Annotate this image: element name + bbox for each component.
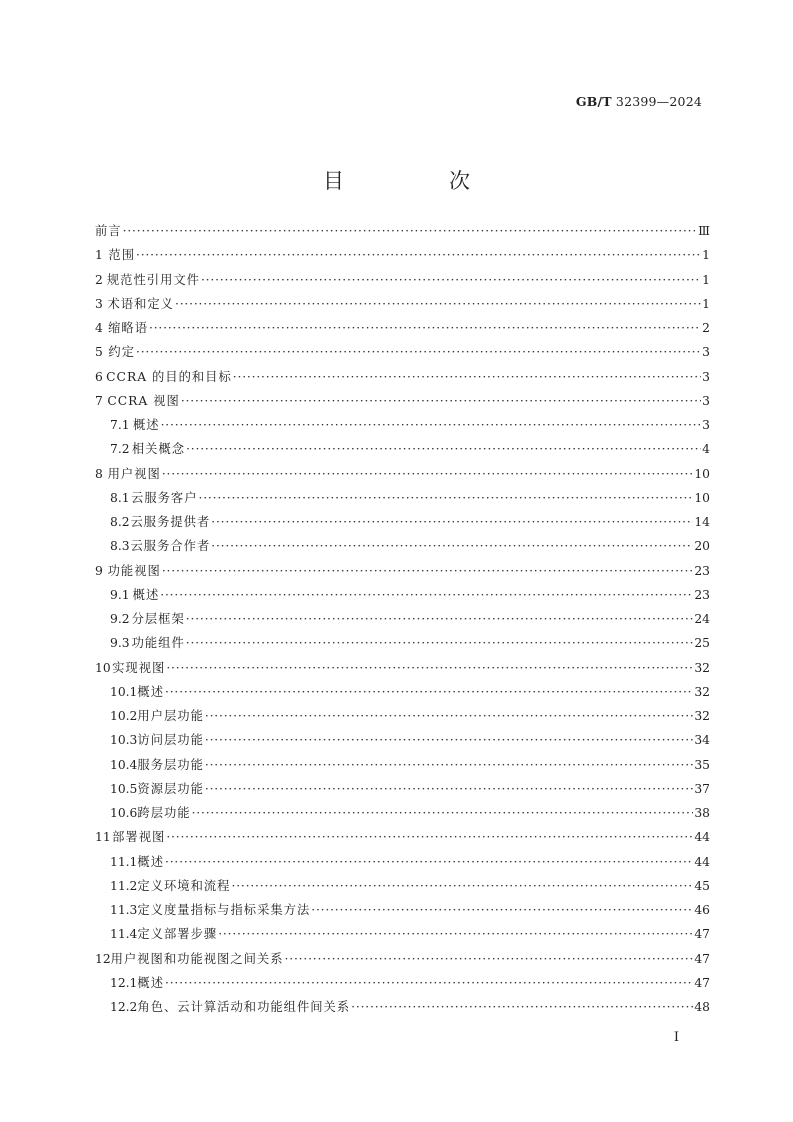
toc-entry[interactable] bbox=[95, 656, 710, 680]
toc-entry[interactable] bbox=[95, 874, 710, 898]
toc-dot-leader bbox=[285, 947, 694, 971]
toc-entry-number: 10 bbox=[95, 660, 111, 675]
toc-entry[interactable] bbox=[95, 559, 710, 583]
toc-entry-label: 功能组件 bbox=[131, 636, 185, 651]
toc-entry-page: 4 bbox=[702, 442, 710, 457]
toc-entry-number: 7.2 bbox=[110, 442, 130, 457]
toc-dot-leader bbox=[205, 777, 693, 801]
toc-entry-number: 12 bbox=[95, 951, 111, 966]
toc-entry-page: 3 bbox=[702, 418, 710, 432]
toc-entry-label: 云服务提供者 bbox=[130, 515, 211, 529]
toc-entry-label: 部署视图 bbox=[112, 830, 166, 845]
toc-entry-label: 跨层功能 bbox=[137, 806, 191, 820]
toc-dot-leader bbox=[166, 656, 693, 680]
toc-entry-page: 47 bbox=[694, 975, 710, 990]
toc-entry-number: 10.4 bbox=[110, 757, 138, 772]
toc-entry-page: 2 bbox=[702, 321, 710, 335]
toc-dot-leader bbox=[186, 437, 701, 461]
toc-entry[interactable] bbox=[95, 801, 710, 825]
toc-entry-label: 角色、云计算活动和功能组件间关系 bbox=[137, 1000, 351, 1014]
toc-entry-page: 14 bbox=[694, 515, 710, 529]
toc-dot-leader bbox=[162, 559, 694, 583]
toc-entry-page: 46 bbox=[694, 903, 710, 917]
toc-entry[interactable] bbox=[95, 631, 710, 655]
toc-dot-leader bbox=[165, 850, 693, 874]
toc-dot-leader bbox=[205, 753, 693, 777]
toc-entry-number: 7.1 bbox=[110, 418, 130, 432]
toc-dot-leader bbox=[205, 728, 693, 752]
toc-dot-leader bbox=[231, 874, 693, 898]
toc-entry[interactable] bbox=[95, 850, 710, 874]
toc-entry-page: Ⅲ bbox=[698, 224, 710, 238]
toc-dot-leader bbox=[311, 898, 693, 922]
toc-entry-label: 定义度量指标与指标采集方法 bbox=[137, 903, 311, 917]
toc-dot-leader bbox=[211, 510, 693, 534]
toc-entry[interactable] bbox=[95, 510, 710, 534]
toc-entry-number: 12.1 bbox=[110, 975, 138, 990]
toc-entry-label: 范围 bbox=[108, 248, 136, 263]
toc-entry-number: 2 bbox=[95, 272, 103, 287]
standard-number bbox=[576, 94, 702, 109]
toc-dot-leader bbox=[165, 971, 693, 995]
toc-entry-page: 38 bbox=[694, 806, 710, 820]
toc-dot-leader bbox=[149, 316, 701, 340]
toc-entry-page: 1 bbox=[702, 296, 710, 311]
toc-entry-page: 47 bbox=[694, 951, 710, 966]
toc-entry-page: 10 bbox=[694, 466, 710, 481]
toc-entry-page: 1 bbox=[702, 248, 710, 263]
toc-entry[interactable] bbox=[95, 292, 710, 316]
toc-entry-label: 定义环境和流程 bbox=[137, 878, 231, 893]
toc-entry-label: 资源层功能 bbox=[137, 781, 204, 796]
toc-entry-page: 3 bbox=[702, 345, 710, 360]
toc-entry-page: 23 bbox=[694, 587, 710, 602]
toc-entry-page: 48 bbox=[694, 1000, 710, 1014]
toc-entry-number: 7 bbox=[95, 393, 103, 408]
standard-code-number: 32399—2024 bbox=[615, 94, 702, 109]
toc-entry-page: 3 bbox=[702, 393, 710, 408]
toc-entry[interactable] bbox=[95, 365, 710, 389]
toc-dot-leader bbox=[166, 825, 693, 849]
toc-dot-leader bbox=[136, 243, 701, 267]
toc-entry-number: 11 bbox=[95, 830, 111, 845]
toc-entry-page: 24 bbox=[694, 612, 710, 626]
toc-entry-page: 3 bbox=[702, 369, 710, 384]
toc-entry[interactable] bbox=[95, 268, 710, 292]
toc-entry-number: 12.2 bbox=[110, 1000, 138, 1014]
toc-entry-label: 概述 bbox=[137, 975, 164, 990]
toc-dot-leader bbox=[199, 486, 694, 510]
toc-entry[interactable] bbox=[95, 680, 710, 704]
toc-entry-label: 访问层功能 bbox=[137, 733, 204, 748]
toc-dot-leader bbox=[186, 631, 694, 655]
toc-dot-leader bbox=[136, 340, 701, 364]
toc-entry-label: 云服务客户 bbox=[131, 490, 198, 505]
toc-dot-leader bbox=[181, 389, 701, 413]
toc-entry-page: 25 bbox=[694, 636, 710, 651]
toc-entry-label: 约定 bbox=[108, 345, 136, 360]
toc-entry-page: 32 bbox=[694, 684, 710, 699]
toc-entry-number: 3 bbox=[95, 296, 103, 311]
toc-entry[interactable] bbox=[95, 486, 710, 510]
toc-dot-leader bbox=[162, 462, 694, 486]
standard-code-prefix: GB/T bbox=[575, 94, 612, 109]
toc-entry-label: 概述 bbox=[137, 854, 164, 869]
toc-entry-page: 10 bbox=[694, 490, 710, 505]
toc-entry[interactable] bbox=[95, 704, 710, 728]
toc-entry[interactable] bbox=[95, 389, 710, 413]
toc-entry-page: 35 bbox=[694, 757, 710, 772]
toc-entry-label: 概述 bbox=[132, 587, 160, 602]
toc-entry-number: 10.6 bbox=[110, 806, 138, 820]
toc-entry-label: 用户视图和功能视图之间关系 bbox=[110, 951, 284, 966]
toc-entry-page: 44 bbox=[694, 830, 710, 845]
toc-entry-label: 用户视图 bbox=[107, 466, 161, 481]
page-title: 目 次 bbox=[323, 169, 512, 193]
toc-entry[interactable] bbox=[95, 777, 710, 801]
toc-entry-label: 功能视图 bbox=[107, 563, 161, 578]
toc-entry-label: 前言 bbox=[95, 224, 122, 238]
toc-entry-number: 8.1 bbox=[110, 490, 130, 505]
toc-entry-label: 缩略语 bbox=[108, 321, 149, 335]
toc-entry-number: 9 bbox=[95, 563, 103, 578]
toc-entry-label: 术语和定义 bbox=[107, 296, 174, 311]
toc-entry-label: 云服务合作者 bbox=[130, 539, 211, 554]
toc-entry-number: 10.3 bbox=[110, 733, 138, 748]
toc-dot-leader bbox=[205, 704, 693, 728]
toc-entry-label: 用户层功能 bbox=[137, 709, 204, 723]
toc-entry-number: 11.1 bbox=[110, 854, 138, 869]
toc-entry[interactable] bbox=[95, 753, 710, 777]
toc-entry-number: 5 bbox=[95, 345, 103, 360]
toc-entry-page: 1 bbox=[702, 272, 710, 287]
toc-dot-leader bbox=[218, 922, 693, 946]
toc-entry[interactable] bbox=[95, 922, 710, 946]
toc-entry[interactable] bbox=[95, 437, 710, 461]
toc-entry-number: 10.5 bbox=[110, 781, 138, 796]
toc-entry[interactable] bbox=[95, 316, 710, 340]
toc-entry[interactable] bbox=[95, 243, 710, 267]
toc-entry-label: 实现视图 bbox=[112, 660, 166, 675]
toc-entry[interactable] bbox=[95, 583, 710, 607]
page-folio: Ⅰ bbox=[673, 1030, 679, 1045]
toc-entry[interactable] bbox=[95, 947, 710, 971]
toc-entry[interactable] bbox=[95, 995, 710, 1019]
toc-entry[interactable] bbox=[95, 971, 710, 995]
toc-entry[interactable] bbox=[95, 219, 710, 243]
toc-entry-page: 23 bbox=[694, 563, 710, 578]
toc-dot-leader bbox=[351, 995, 693, 1019]
toc-entry-number: 4 bbox=[95, 321, 103, 335]
toc-entry-number: 11.4 bbox=[110, 927, 138, 942]
toc-entry-number: 10.2 bbox=[110, 709, 138, 723]
toc-entry-number: 11.3 bbox=[110, 903, 138, 917]
toc-entry-label: 概述 bbox=[137, 684, 164, 699]
toc-entry-page: 47 bbox=[694, 927, 710, 942]
toc-dot-leader bbox=[161, 413, 702, 437]
toc-entry[interactable] bbox=[95, 340, 710, 364]
toc-entry[interactable] bbox=[95, 413, 710, 437]
toc-entry-label: 分层框架 bbox=[131, 612, 185, 626]
toc-entry-number: 9.3 bbox=[110, 636, 130, 651]
toc-entry-label: 规范性引用文件 bbox=[106, 272, 200, 287]
toc-dot-leader bbox=[123, 219, 698, 243]
toc-entry[interactable] bbox=[95, 607, 710, 631]
toc-entry-label: CCRA 的目的和目标 bbox=[106, 369, 232, 384]
toc-entry-number: 10.1 bbox=[110, 684, 138, 699]
toc-entry-number: 8.3 bbox=[110, 539, 130, 554]
toc-entry-page: 45 bbox=[694, 878, 710, 893]
toc-entry[interactable] bbox=[95, 898, 710, 922]
toc-dot-leader bbox=[233, 365, 701, 389]
toc-entry-number: 9.1 bbox=[110, 587, 130, 602]
toc-entry-label: 概述 bbox=[132, 418, 160, 432]
toc-entry-page: 37 bbox=[694, 781, 710, 796]
toc-entry-number: 1 bbox=[95, 248, 103, 263]
table-of-contents bbox=[95, 219, 710, 1019]
toc-entry[interactable] bbox=[95, 825, 710, 849]
toc-entry-label: 定义部署步骤 bbox=[137, 927, 218, 942]
toc-dot-leader bbox=[186, 607, 694, 631]
toc-entry[interactable] bbox=[95, 728, 710, 752]
toc-dot-leader bbox=[160, 583, 693, 607]
toc-entry-page: 44 bbox=[694, 854, 710, 869]
toc-dot-leader bbox=[165, 680, 693, 704]
toc-entry-page: 32 bbox=[694, 660, 710, 675]
toc-entry-number: 11.2 bbox=[110, 878, 138, 893]
toc-entry-label: 服务层功能 bbox=[137, 757, 204, 772]
toc-entry-page: 32 bbox=[694, 709, 710, 723]
toc-entry[interactable] bbox=[95, 462, 710, 486]
toc-entry-label: CCRA 视图 bbox=[107, 393, 180, 408]
toc-entry-number: 9.2 bbox=[110, 612, 130, 626]
toc-dot-leader bbox=[201, 268, 701, 292]
toc-entry-number: 8 bbox=[95, 466, 103, 481]
toc-entry[interactable] bbox=[95, 534, 710, 558]
toc-entry-page: 34 bbox=[694, 733, 710, 748]
toc-entry-page: 20 bbox=[694, 539, 710, 554]
toc-dot-leader bbox=[175, 292, 701, 316]
toc-entry-number: 8.2 bbox=[110, 515, 130, 529]
toc-dot-leader bbox=[192, 801, 694, 825]
toc-entry-number: 6 bbox=[95, 369, 103, 384]
toc-entry-label: 相关概念 bbox=[131, 442, 186, 457]
toc-dot-leader bbox=[211, 534, 693, 558]
